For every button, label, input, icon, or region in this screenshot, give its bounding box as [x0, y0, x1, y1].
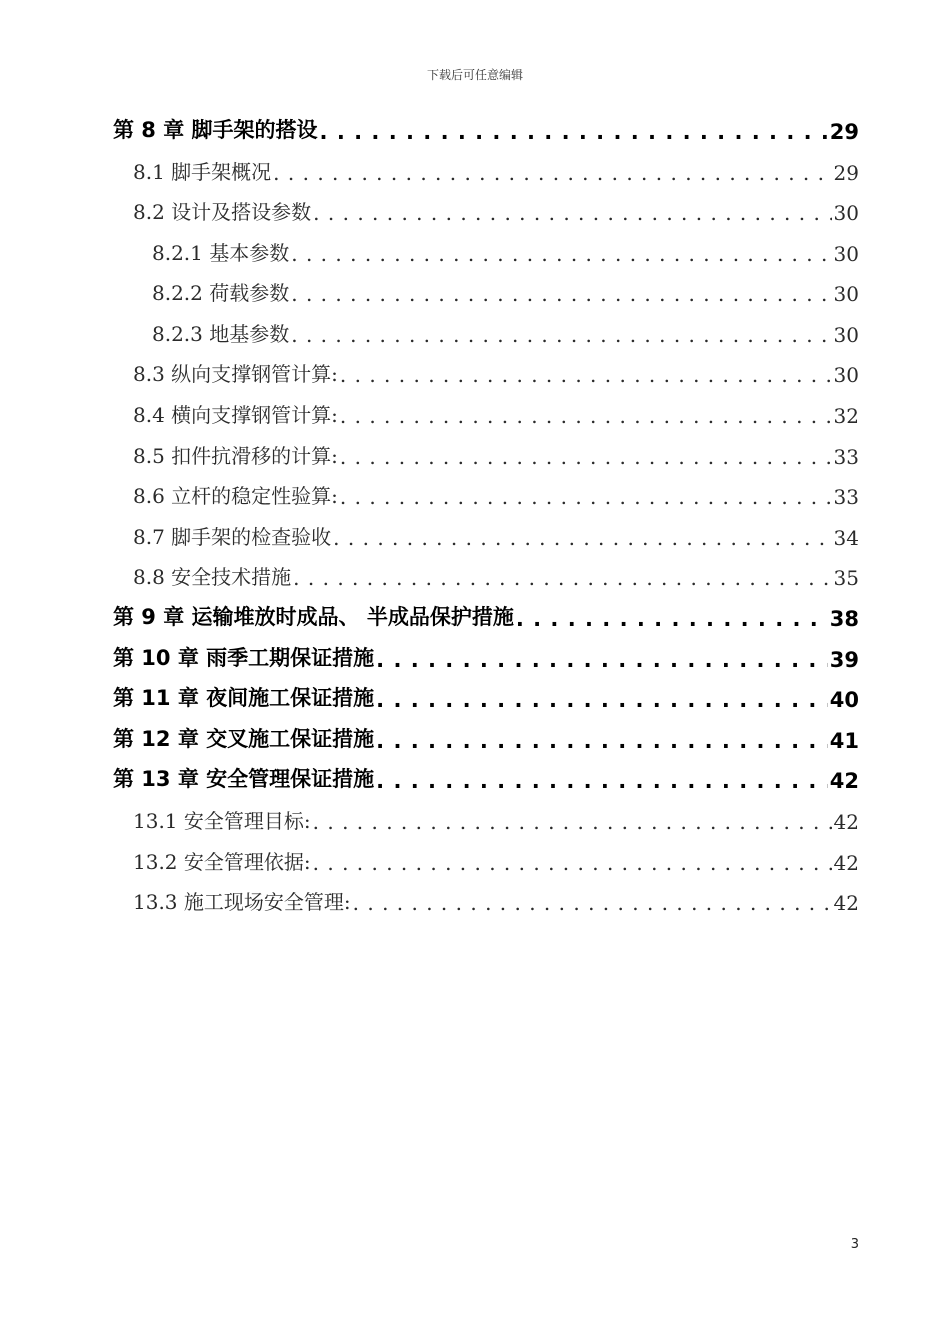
- toc-leader: [340, 404, 832, 428]
- toc-entry[interactable]: [152, 313, 859, 347]
- toc-entry-page: 35: [833, 566, 859, 590]
- toc-entry[interactable]: [133, 516, 859, 550]
- toc-entry[interactable]: [133, 475, 859, 509]
- toc-entry-label: 13.2 安全管理依据:: [133, 850, 311, 874]
- toc-entry[interactable]: [152, 232, 859, 266]
- toc-entry[interactable]: [113, 719, 859, 753]
- toc-entry-label: 第 8 章 脚手架的搭设: [113, 118, 318, 142]
- toc-entry-label: 第 10 章 雨季工期保证措施: [113, 646, 375, 670]
- toc-entry[interactable]: [133, 394, 859, 428]
- toc-entry-label: 13.3 施工现场安全管理:: [133, 890, 351, 914]
- toc-entry-page: 40: [829, 688, 859, 712]
- toc-entry-page: 30: [833, 201, 859, 225]
- toc-entry-label: 8.7 脚手架的检查验收: [133, 525, 332, 549]
- toc-entry-label: 第 11 章 夜间施工保证措施: [113, 686, 375, 710]
- toc-entry-page: 32: [833, 404, 859, 428]
- toc-leader: [313, 851, 832, 875]
- toc-leader: [293, 566, 831, 590]
- toc-leader: [353, 891, 832, 915]
- toc-leader: [376, 729, 828, 753]
- toc-entry-page: 33: [833, 445, 859, 469]
- toc-leader: [340, 445, 832, 469]
- toc-entry[interactable]: [133, 191, 859, 225]
- toc-entry-label: 8.2.2 荷载参数: [152, 281, 290, 305]
- toc-leader: [291, 323, 831, 347]
- toc-entry[interactable]: [113, 678, 859, 712]
- toc-entry-page: 42: [833, 891, 859, 915]
- toc-entry-label: 8.5 扣件抗滑移的计算:: [133, 444, 338, 468]
- toc-entry-label: 8.1 脚手架概况: [133, 160, 272, 184]
- toc-entry[interactable]: [133, 435, 859, 469]
- toc-entry-label: 8.2.3 地基参数: [152, 322, 290, 346]
- toc-entry-label: 8.4 横向支撑钢管计算:: [133, 403, 338, 427]
- toc-entry[interactable]: [133, 151, 859, 185]
- toc-entry-label: 8.2.1 基本参数: [152, 241, 290, 265]
- toc-entry[interactable]: [113, 638, 859, 672]
- toc-leader: [291, 242, 831, 266]
- toc-leader: [376, 688, 828, 712]
- header-note: 下载后可任意编辑: [426, 68, 523, 82]
- toc-leader: [340, 485, 832, 509]
- toc-entry[interactable]: [133, 800, 859, 834]
- toc-entry-page: 42: [833, 810, 859, 834]
- toc-entry[interactable]: [133, 881, 859, 915]
- toc-entry[interactable]: [113, 759, 859, 793]
- toc-entry[interactable]: [113, 110, 859, 144]
- toc-entry-label: 8.6 立杆的稳定性验算:: [133, 484, 338, 508]
- toc-leader: [273, 161, 831, 185]
- toc-entry-page: 42: [829, 769, 859, 793]
- toc-entry-page: 42: [833, 851, 859, 875]
- toc-entry-page: 30: [833, 282, 859, 306]
- toc-leader: [313, 201, 831, 225]
- toc-leader: [320, 120, 828, 144]
- toc-entry[interactable]: [133, 556, 859, 590]
- toc-entry[interactable]: [133, 353, 859, 387]
- toc-entry[interactable]: [152, 272, 859, 306]
- toc-entry[interactable]: [133, 841, 859, 875]
- toc-leader: [313, 810, 832, 834]
- page-number: 3: [850, 1237, 859, 1252]
- toc-leader: [291, 282, 831, 306]
- toc-entry-page: 29: [829, 120, 859, 144]
- toc-entry-page: 30: [833, 242, 859, 266]
- toc-entry-page: 30: [833, 323, 859, 347]
- toc-entry[interactable]: [113, 597, 859, 631]
- toc-entry-page: 33: [833, 485, 859, 509]
- toc-entry-label: 8.2 设计及搭设参数: [133, 200, 312, 224]
- toc-entry-page: 41: [829, 729, 859, 753]
- toc-entry-label: 第 13 章 安全管理保证措施: [113, 767, 375, 791]
- toc-leader: [376, 648, 828, 672]
- toc-entry-page: 39: [829, 648, 859, 672]
- toc-entry-page: 34: [833, 526, 859, 550]
- toc-leader: [516, 607, 828, 631]
- toc-leader: [333, 526, 831, 550]
- toc-entry-page: 29: [833, 161, 859, 185]
- toc-entry-label: 8.3 纵向支撑钢管计算:: [133, 362, 338, 386]
- toc-leader: [376, 769, 828, 793]
- toc-entry-label: 13.1 安全管理目标:: [133, 809, 311, 833]
- toc-entry-label: 8.8 安全技术措施: [133, 565, 292, 589]
- toc-entry-label: 第 12 章 交叉施工保证措施: [113, 727, 375, 751]
- toc-leader: [340, 363, 832, 387]
- toc-entry-page: 30: [833, 363, 859, 387]
- toc-entry-page: 38: [829, 607, 859, 631]
- toc-entry-label: 第 9 章 运输堆放时成品、 半成品保护措施: [113, 605, 514, 629]
